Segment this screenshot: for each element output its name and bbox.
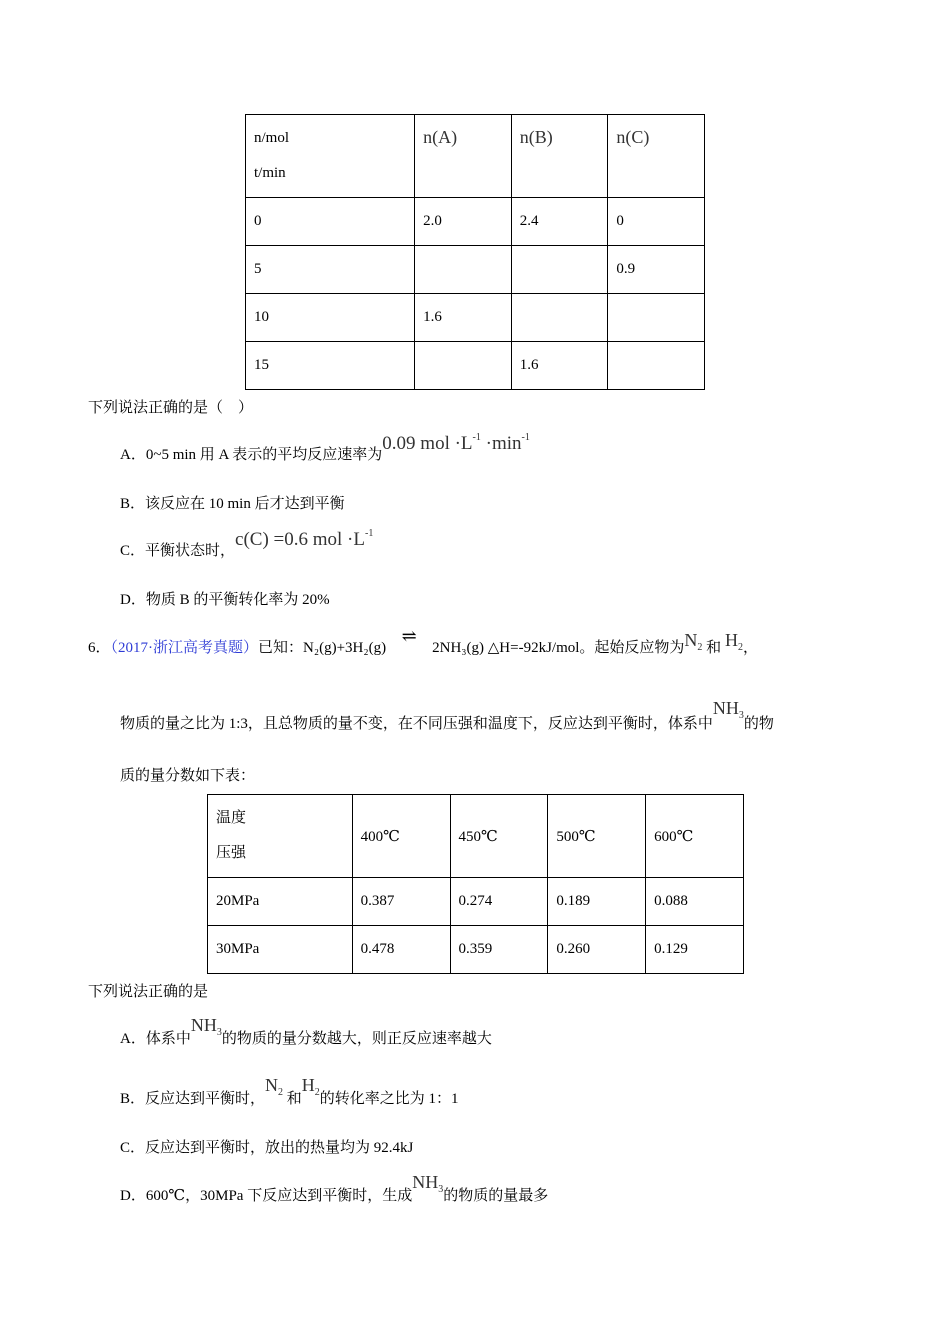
subscript: 2 [278,1087,284,1098]
nh3-formula [190,1015,222,1038]
table-cell: 0.129 [646,926,744,974]
exponent: -1 [472,432,481,443]
table-cell: 0.478 [352,926,450,974]
table-cell: 0.359 [450,926,548,974]
table-row [246,246,705,294]
table-row [208,878,744,926]
subscript: 2 [737,642,743,653]
formula-symbol: NH [412,1172,439,1192]
q5-option-d: D．物质 B 的平衡转化率为 20% [120,592,330,608]
table2-header-cell: 600℃ [646,795,744,878]
table-cell: 15 [246,342,415,390]
exponent: -1 [521,432,530,443]
nh3-formula [712,698,744,721]
table-row [246,294,705,342]
exponent: -1 [364,528,374,539]
table1-row-label: n/mol [254,130,290,146]
table-cell: 30MPa [208,926,353,974]
table-cell: 2.4 [511,198,608,246]
subscript: 2 [697,642,703,653]
subscript: 3 [738,710,744,721]
and-word: 和 [286,1091,302,1107]
q5-option-c [120,528,374,561]
table1-corner-cell [246,115,415,198]
table-cell [511,246,608,294]
table-cell [415,246,512,294]
table-cell: 0.260 [548,926,646,974]
rate-formula [382,433,530,454]
q6-option-d [120,1172,549,1205]
subscript: 2 [314,1087,320,1098]
equilibrium-arrow-icon: ⇌ [401,626,417,646]
table-row [246,198,705,246]
table2-col-label: 温度 [216,810,247,826]
table1-col-label: t/min [254,165,286,181]
q6-stem-line1 [88,626,758,657]
q5-option-a-text: A．0~5 min 用 A 表示的平均反应速率为 [120,447,383,463]
q6-prompt: 下列说法正确的是 [88,984,209,1000]
element-symbol: H [724,630,738,650]
table1-header-cell: n(C) [608,115,705,198]
table-cell: 0 [608,198,705,246]
table2-header-cell: 500℃ [548,795,646,878]
table-cell: 0 [246,198,415,246]
table-cell: 1.6 [415,294,512,342]
option-text: 的转化率之比为 1：1 [319,1091,459,1107]
option-text: B．反应达到平衡时， [120,1091,266,1107]
h2-formula [724,630,743,653]
table-cell: 1.6 [511,342,608,390]
table-cell: 0.088 [646,878,744,926]
equation-right: 2NH₃(g) △H=-92kJ/mol。起始反应物为 [432,640,685,656]
table-row [208,926,744,974]
q5-prompt: 下列说法正确的是（ ） [88,400,254,416]
element-symbol: N [684,630,698,650]
table2-header-cell: 400℃ [352,795,450,878]
table-cell [608,342,705,390]
table1-header-cell: n(A) [415,115,512,198]
table-cell: 20MPa [208,878,353,926]
h2-formula [301,1075,320,1098]
element-symbol: H [301,1075,315,1095]
question-source: （2017·浙江高考真题） [110,640,259,656]
table-2 [207,794,744,974]
q5-option-b: B．该反应在 10 min 后才达到平衡 [120,496,345,512]
q6-option-a [120,1015,492,1048]
table-cell: 10 [246,294,415,342]
option-text: D．600℃，30MPa 下反应达到平衡时，生成 [120,1188,413,1204]
nh3-formula [412,1172,444,1195]
n2-formula [265,1075,284,1098]
table2-header-cell: 450℃ [450,795,548,878]
table-cell: 0.9 [608,246,705,294]
formula-symbol: NH [190,1015,217,1035]
option-text: A．体系中 [120,1031,191,1047]
table-cell: 2.0 [415,198,512,246]
stem-text: 的物 [743,716,774,732]
q6-stem-line2 [120,698,774,733]
table-cell [511,294,608,342]
q6-option-b [120,1075,459,1108]
q6-option-c: C．反应达到平衡时，放出的热量均为 92.4kJ [120,1140,414,1156]
table-cell: 0.189 [548,878,646,926]
formula-symbol: NH [712,698,739,718]
punctuation: ， [742,640,758,656]
question-number: 6． [88,640,111,656]
rate-value: 0.09 mol ·L [382,433,473,454]
table1-header-cell: n(B) [511,115,608,198]
table-row [246,342,705,390]
option-text: 的物质的量分数越大，则正反应速率越大 [221,1031,492,1047]
table-1 [245,114,705,390]
concentration-value: c(C) =0.6 mol ·L [235,529,365,550]
element-symbol: N [265,1075,279,1095]
n2-formula [684,630,703,653]
table-cell [608,294,705,342]
concentration-formula [235,529,373,550]
subscript: 3 [438,1184,444,1195]
subscript: 3 [216,1027,222,1038]
stem-text: 物质的量之比为 1:3，且总物质的量不变，在不同压强和温度下，反应达到平衡时，体系中 [120,716,713,732]
q5-option-a [120,432,530,465]
equation-left: N₂(g)+3H₂(g) [303,640,387,656]
table2-corner-cell [208,795,353,878]
q5-option-c-text: C．平衡状态时， [120,543,236,559]
known-label: 已知： [258,640,304,656]
table-cell: 0.387 [352,878,450,926]
rate-unit: ·min [480,433,522,454]
table-cell [415,342,512,390]
table-cell: 0.274 [450,878,548,926]
table2-row-label: 压强 [216,845,247,861]
and-word: 和 [706,640,722,656]
table-cell: 5 [246,246,415,294]
option-text: 的物质的量最多 [443,1188,549,1204]
q6-stem-line3: 质的量分数如下表： [120,768,256,784]
